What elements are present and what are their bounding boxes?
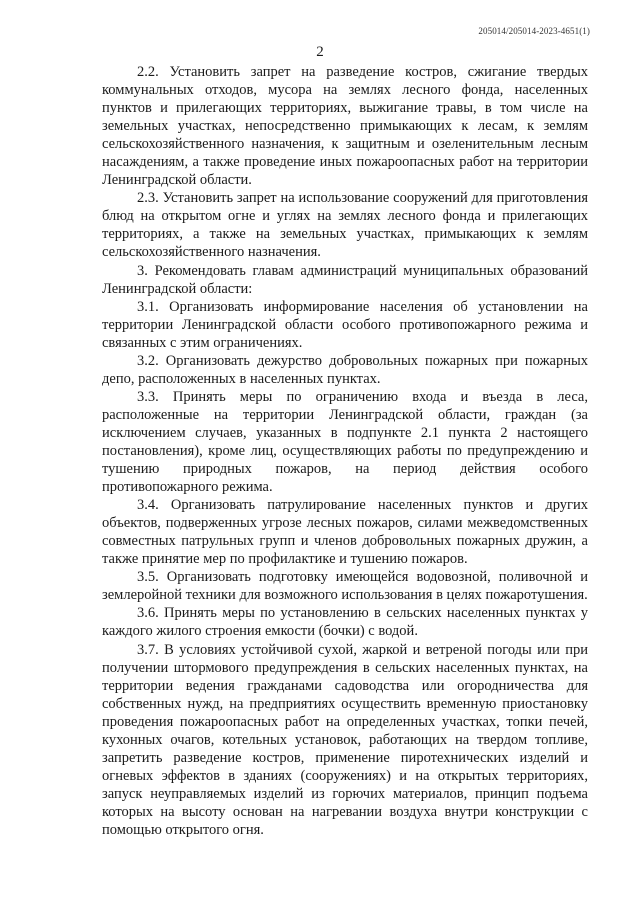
page-number: 2	[316, 44, 324, 60]
paragraph-2-2: 2.2. Установить запрет на разведение костров, сжигание твердых коммунальных отходов, мусора на землях лесного фонда, населенных пунктов и прилегающих территориях, выжигание травы, в том числе на земельных участках, непосредственно примыкающих к лесам, к землям сельскохозяйственного назначения, к защитным и озеленительным лесным насаждениям, а также проведение иных пожароопасных работ на территории Ленинградской области.	[102, 64, 588, 189]
paragraph-3-3: 3.3. Принять меры по ограничению входа и въезда в леса, расположенные на территории Ленинградской области, граждан (за исключением случаев, указанных в подпункте 2.1 пункта 2 настоящего постановления), кроме лиц, осуществляющих работы по предупреждению и тушению природных пожаров, на период действия особого противопожарного режима.	[102, 388, 588, 496]
paragraph-3-4: 3.4. Организовать патрулирование населенных пунктов и других объектов, подверженных угрозе лесных пожаров, силами межведомственных совместных патрульных групп и членов добровольных пожарных дружин, а также принятие мер по профилактике и тушению пожаров.	[102, 497, 588, 568]
paragraph-3-5: 3.5. Организовать подготовку имеющейся водовозной, поливочной и землеройной техники для возможного использования в целях пожаротушения.	[102, 569, 588, 604]
paragraph-3-2: 3.2. Организовать дежурство добровольных пожарных при пожарных депо, расположенных в населенных пунктах.	[102, 352, 588, 387]
paragraph-3-6: 3.6. Принять меры по установлению в сельских населенных пунктах у каждого жилого строения емкости (бочки) с водой.	[102, 605, 588, 640]
paragraph-3-7: 3.7. В условиях устойчивой сухой, жаркой и ветреной погоды или при получении штормового предупреждения в сельских населенных пунктах, на территории ведения гражданами садоводства или огородничества для собственных нужд, на предприятиях осуществить временную приостановку проведения пожароопасных работ на определенных участках, топки печей, кухонных очагов, котельных установок, работающих на твердом топливе, запретить разведение костров, применение пиротехнических изделий и огневых эффектов в зданиях (сооружениях) и на открытых территориях, запуск неуправляемых изделий из горючих материалов, принцип подъема которых на высоту основан на нагревании воздуха внутри конструкции с помощью открытого огня.	[102, 641, 588, 838]
document-id: 205014/205014-2023-4651(1)	[478, 26, 590, 36]
paragraph-3-1: 3.1. Организовать информирование населения об установлении на территории Ленинградской области особого противопожарного режима и связанных с этим ограничениях.	[102, 298, 588, 351]
paragraph-2-3: 2.3. Установить запрет на использование сооружений для приготовления блюд на открытом огне и углях на землях лесного фонда и прилегающих территориях, а также на земельных участках, примыкающих к землям сельскохозяйственного назначения.	[102, 190, 588, 261]
paragraph-3: 3. Рекомендовать главам администраций муниципальных образований Ленинградской области:	[102, 262, 588, 297]
document-body	[102, 63, 588, 839]
